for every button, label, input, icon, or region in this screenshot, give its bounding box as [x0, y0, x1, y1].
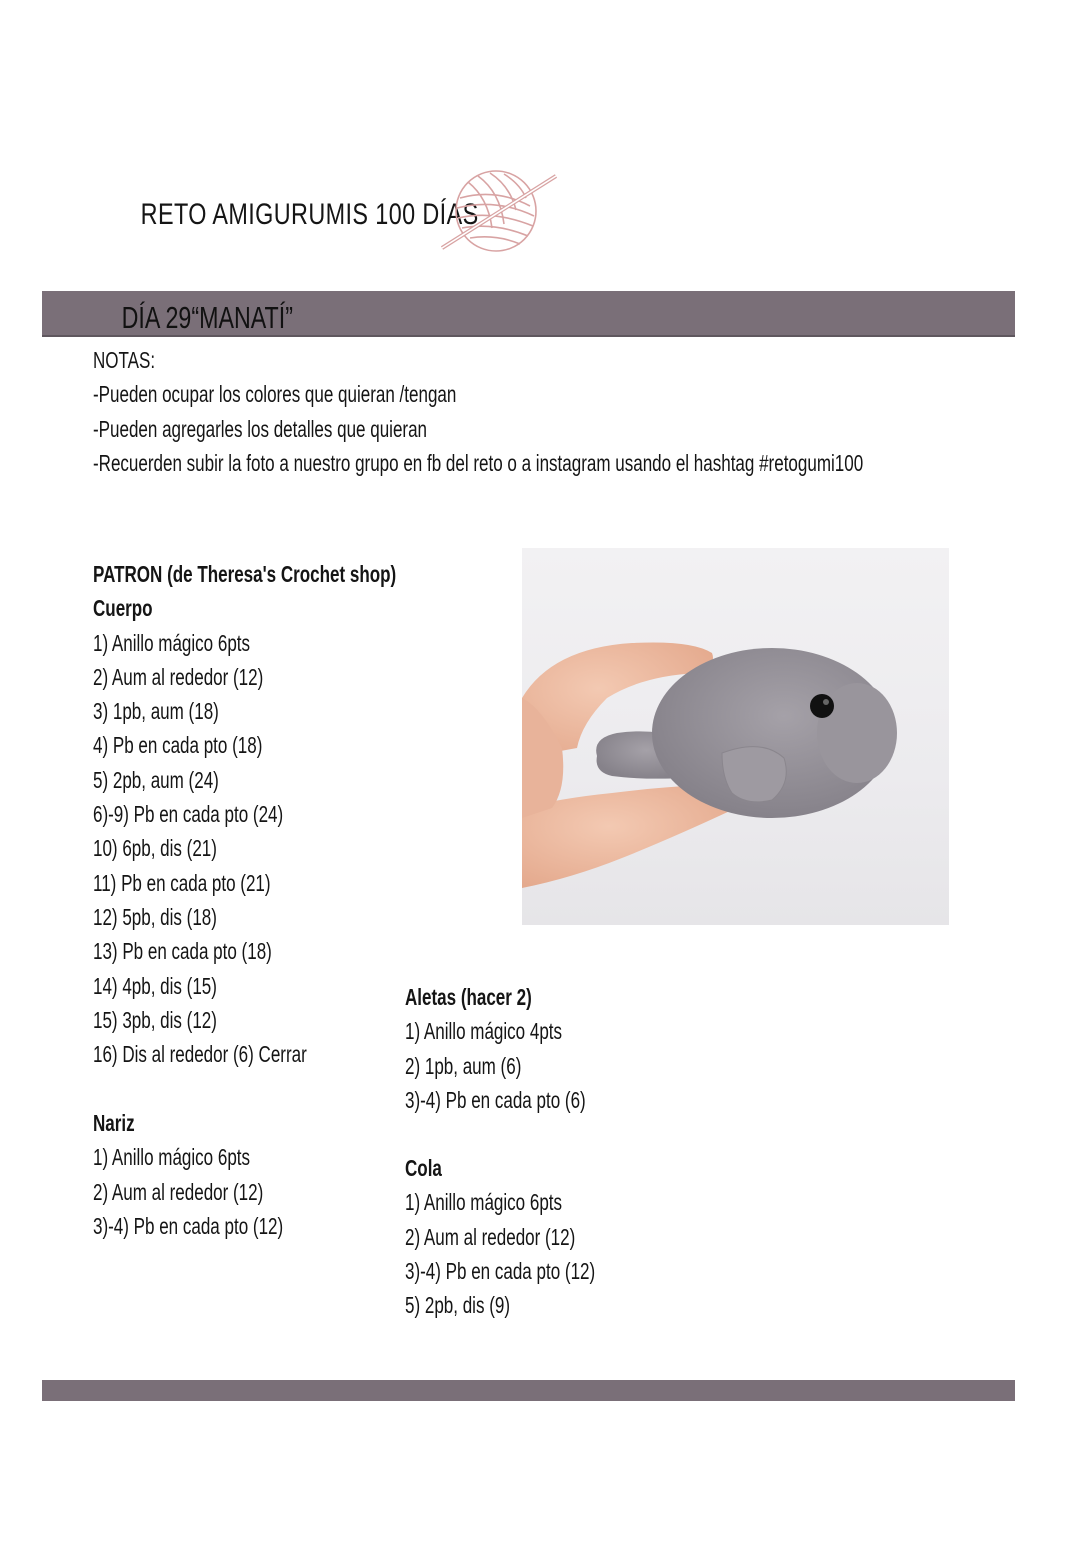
pattern-row: 10) 6pb, dis (21) [93, 835, 217, 862]
manatee-amigurumi-image [522, 548, 949, 925]
pattern-row: 4) Pb en cada pto (18) [93, 732, 263, 759]
note-item: -Pueden agregarles los detalles que quieran [93, 415, 428, 442]
notes-section [93, 343, 1080, 480]
pattern-row: 5) 2pb, aum (24) [93, 766, 219, 793]
pattern-row: 2) Aum al rededor (12) [93, 1178, 264, 1205]
pattern-row: 5) 2pb, dis (9) [405, 1292, 511, 1319]
document-title: RETO AMIGURUMIS 100 DÍAS [140, 198, 479, 231]
yarn-ball-crochet-hook-icon [438, 168, 560, 254]
pattern-row: 16) Dis al rededor (6) Cerrar [93, 1041, 307, 1068]
pattern-row: 1) Anillo mágico 6pts [93, 1144, 251, 1171]
note-item: -Recuerden subir la foto a nuestro grupo en fb del reto o a instagram usando el hashtag #retogumi100 [93, 449, 864, 476]
pattern-row: 1) Anillo mágico 4pts [405, 1018, 563, 1045]
section-title-aletas: Aletas (hacer 2) [405, 984, 532, 1010]
pattern-row: 1) Anillo mágico 6pts [93, 629, 251, 656]
pattern-row: 2) 1pb, aum (6) [405, 1052, 522, 1079]
pattern-row: 14) 4pb, dis (15) [93, 972, 217, 999]
pattern-tail-section [405, 1151, 662, 1322]
pattern-row: 15) 3pb, dis (12) [93, 1006, 217, 1033]
notes-heading: NOTAS: [93, 347, 156, 373]
pattern-fins-section [405, 980, 649, 1117]
section-title-nariz: Nariz [93, 1110, 135, 1136]
manatee-photo [522, 548, 949, 925]
day-title: DÍA 29“MANATÍ” [121, 300, 293, 335]
pattern-row: 3)-4) Pb en cada pto (12) [93, 1212, 284, 1239]
footer-band [42, 1380, 1015, 1401]
section-title-cola: Cola [405, 1155, 442, 1181]
pattern-row: 1) Anillo mágico 6pts [405, 1189, 563, 1216]
pattern-row: 2) Aum al rededor (12) [405, 1223, 576, 1250]
pattern-row: 3)-4) Pb en cada pto (6) [405, 1086, 586, 1113]
pattern-row: 3) 1pb, aum (18) [93, 698, 219, 725]
pattern-row: 2) Aum al rededor (12) [93, 663, 264, 690]
note-item: -Pueden ocupar los colores que quieran /tengan [93, 381, 457, 408]
section-title-cuerpo: Cuerpo [93, 595, 153, 622]
pattern-row: 13) Pb en cada pto (18) [93, 938, 272, 965]
pattern-row: 3)-4) Pb en cada pto (12) [405, 1257, 596, 1284]
pattern-row: 12) 5pb, dis (18) [93, 903, 217, 930]
pattern-row: 11) Pb en cada pto (21) [93, 869, 271, 896]
pattern-nose-section [93, 1106, 350, 1243]
pattern-heading: PATRON (de Theresa's Crochet shop) [93, 561, 397, 587]
pattern-row: 6)-9) Pb en cada pto (24) [93, 801, 284, 828]
